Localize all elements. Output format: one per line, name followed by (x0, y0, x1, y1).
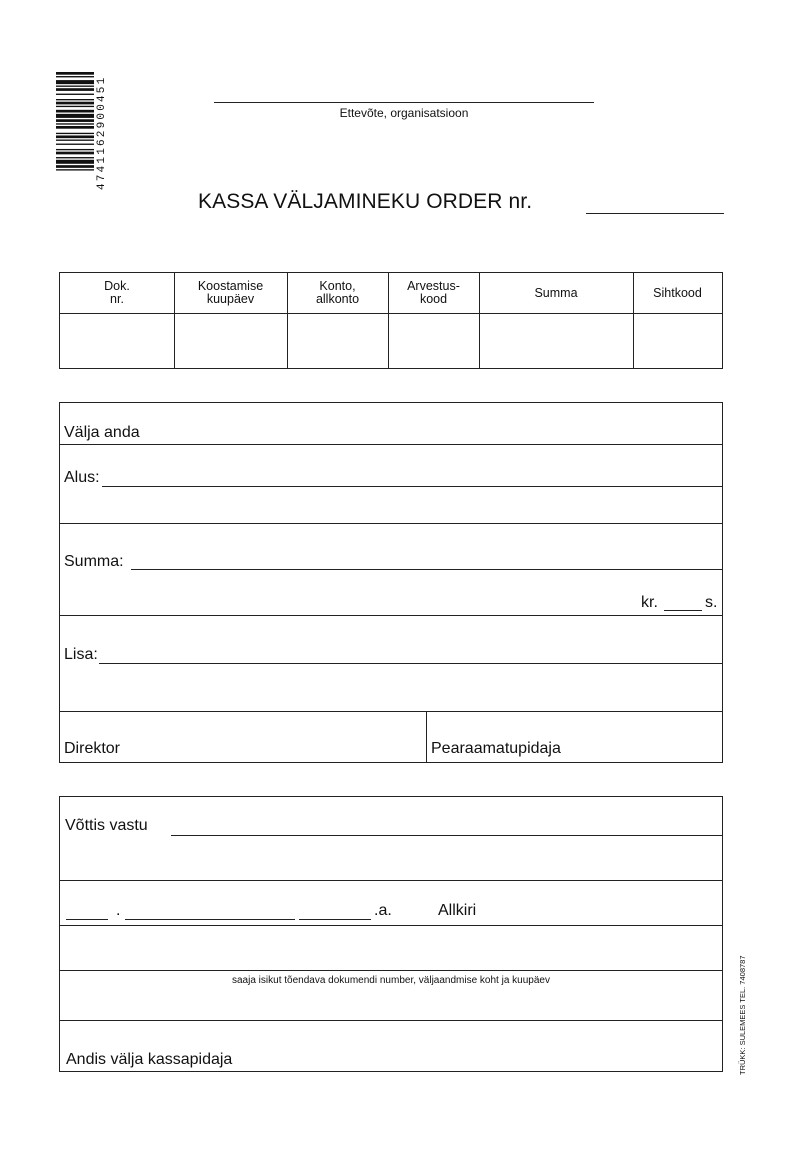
cell-arvestuskood[interactable] (389, 314, 479, 368)
row-divider (60, 444, 722, 445)
row-divider (60, 1020, 722, 1021)
row-divider (60, 880, 722, 881)
pearaamatupidaja-signature-field[interactable] (429, 714, 720, 738)
organization-label: Ettevõte, organisatsioon (339, 106, 469, 120)
table-header-summa: Summa (534, 285, 578, 300)
table-header-sihtkood: Sihtkood (653, 285, 702, 300)
lisa-extra-field[interactable] (62, 667, 720, 709)
cell-konto[interactable] (288, 314, 388, 368)
barcode-bar (56, 76, 94, 77)
alus-label: Alus: (64, 469, 100, 486)
barcode-bar (56, 72, 94, 75)
cell-summa[interactable] (480, 314, 633, 368)
barcode-bar (56, 157, 94, 158)
vottis-vastu-extra-field[interactable] (62, 839, 720, 878)
valja-anda-label: Välja anda (64, 424, 140, 441)
allkiri-field[interactable] (485, 884, 720, 922)
id-document-field[interactable] (62, 928, 720, 968)
table-header-arvestuskood: Arvestus- kood (407, 279, 460, 306)
direktor-signature-field[interactable] (62, 714, 424, 738)
barcode-bar (56, 106, 94, 107)
barcode-bar (56, 135, 94, 138)
barcode-bar (56, 169, 94, 170)
barcode-bar (56, 123, 94, 124)
barcode-bar (56, 99, 94, 100)
row-divider (60, 925, 722, 926)
order-number-line[interactable] (586, 213, 724, 214)
barcode-bar (56, 114, 94, 118)
summa-line[interactable] (131, 569, 722, 570)
organization-line[interactable] (214, 102, 594, 103)
s-label: s. (705, 594, 718, 611)
lisa-line[interactable] (99, 663, 722, 664)
barcode-bar (56, 110, 94, 113)
year-suffix: .a. (374, 902, 392, 919)
barcode-bar (56, 152, 94, 155)
barcode-bar (56, 140, 94, 141)
row-divider (60, 523, 722, 524)
barcode-bar (56, 94, 94, 95)
barcode-bar (56, 165, 94, 168)
row-divider (60, 711, 722, 712)
date-year-line[interactable] (299, 919, 371, 920)
signature-divider (426, 711, 427, 762)
allkiri-label: Allkiri (438, 902, 477, 919)
cell-sihtkood[interactable] (634, 314, 722, 368)
barcode-bar (56, 133, 94, 134)
summa-label: Summa: (64, 553, 124, 570)
cell-dok-nr[interactable] (60, 314, 174, 368)
row-divider (60, 970, 722, 971)
barcode-bar (56, 102, 94, 105)
barcode-bar (56, 119, 94, 122)
date-month-line[interactable] (125, 919, 295, 920)
cell-koostamise-kuupaev[interactable] (175, 314, 287, 368)
id-document-caption: saaja isikut tõendava dokumendi number, väljaandmise koht ja kuupäev (232, 975, 550, 986)
barcode-bar (56, 126, 94, 129)
alus-extra-field[interactable] (62, 490, 720, 520)
page-title: KASSA VÄLJAMINEKU ORDER nr. (198, 190, 533, 213)
printer-imprint: TRÜKK: SULEMEES TEL. 7408787 (738, 955, 747, 1075)
barcode-bar (56, 88, 94, 91)
accounting-table (59, 272, 723, 369)
date-day-line[interactable] (66, 919, 108, 920)
barcode-bar (56, 86, 94, 87)
barcode-bar (56, 80, 94, 84)
row-divider (60, 615, 722, 616)
table-header-koostamise-kuupaev: Koostamise kuupäev (197, 279, 264, 306)
cents-line[interactable] (664, 610, 702, 611)
kr-label: kr. (641, 594, 658, 611)
barcode-bar (56, 160, 94, 164)
table-header-dok-nr: Dok. nr. (104, 279, 130, 306)
table-header-konto: Konto, allkonto (315, 279, 360, 306)
barcode-bar (56, 144, 94, 145)
vottis-vastu-line[interactable] (171, 835, 722, 836)
kassapidaja-signature-field[interactable] (260, 1023, 720, 1069)
pearaamatupidaja-label: Pearaamatupidaja (431, 740, 561, 757)
direktor-label: Direktor (64, 740, 121, 757)
lisa-label: Lisa: (64, 646, 98, 663)
valja-anda-field[interactable] (160, 405, 720, 443)
barcode-digits: 4741162900451 (96, 75, 108, 190)
andis-valja-label: Andis välja kassapidaja (66, 1051, 233, 1068)
date-separator: . (116, 902, 121, 919)
alus-line[interactable] (102, 486, 722, 487)
barcode-bar (56, 149, 94, 150)
vottis-vastu-label: Võttis vastu (65, 817, 148, 834)
